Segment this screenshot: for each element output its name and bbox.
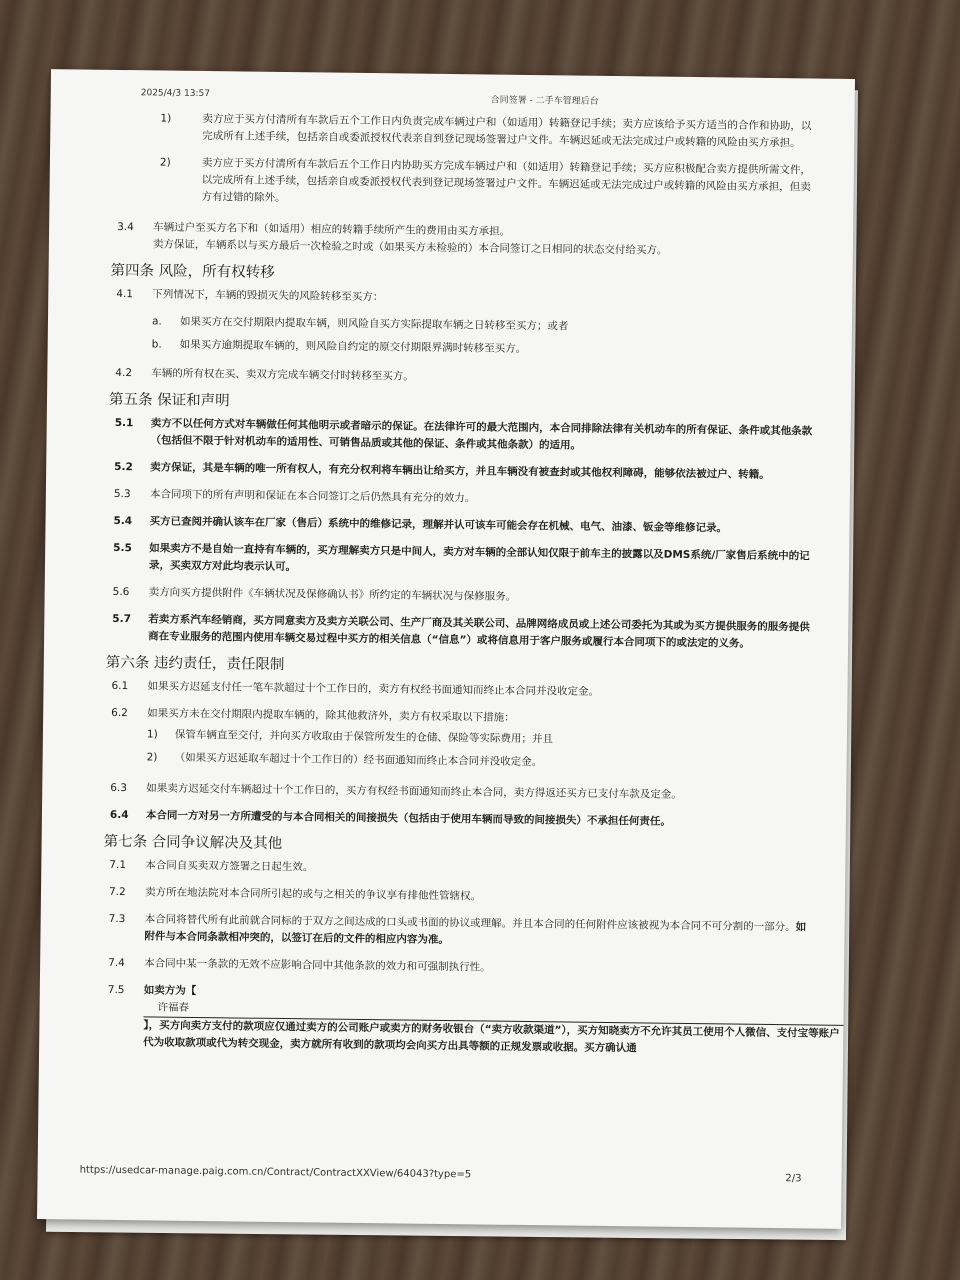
- seller-name: 许福春: [157, 1001, 190, 1014]
- clause-7-5: [107, 982, 840, 1060]
- print-datetime: 2025/4/3 13:57: [140, 88, 211, 100]
- clause-number: 5.6: [112, 585, 130, 599]
- clause-text: 下列情况下，车辆的毁损灭失的风险转移至买方：: [152, 288, 384, 304]
- clause-5-2: [114, 459, 814, 485]
- clause-7-2: [109, 884, 809, 910]
- clause-number: 5.7: [112, 612, 132, 626]
- clause-7-4: [108, 955, 808, 981]
- contract-body: [103, 106, 840, 1059]
- clause-3-4: [117, 219, 817, 262]
- clause-text: 卖方保证，车辆系以与买方最后一次检验之时或（如果买方未检验的）本合同签订之日相同的状态交付给买方。: [152, 238, 668, 257]
- clause-4-1-a: [116, 313, 816, 339]
- clause-text: 若卖方系汽车经销商，买方同意卖方及卖方关联公司、生产厂商及其关联公司、品牌网络成员或上述公司委托为其或为买方提供服务的服务提供商在专业服务的范围内使用车辆交易过程中买方的相关信息（“信息”）或将信息用于客户服务或履行本合同项下的或法定的义务。: [148, 613, 810, 650]
- clause-text: 卖方向买方提供附件《车辆状况及保修确认书》所约定的车辆状况与保修服务。: [148, 586, 517, 603]
- clause-item: [160, 110, 818, 152]
- article-7-title: 第七条 合同争议解决及其他: [103, 833, 283, 853]
- clause-number: 3.4: [117, 220, 134, 234]
- clause-text: 如卖方为【: [143, 984, 197, 997]
- clause-number: 6.3: [110, 781, 128, 795]
- clause-number: 6.2: [111, 706, 128, 720]
- clause-7-1: [109, 857, 809, 883]
- clause-text: 如果买方未在交付期限内提取车辆的，除其他救济外，卖方有权采取以下措施：: [147, 707, 515, 724]
- article-4-title: 第四条 风险，所有权转移: [110, 262, 275, 281]
- clause-number: 5.2: [114, 460, 133, 474]
- clause-7-3: [108, 911, 808, 954]
- clause-text: 车辆的所有权在买、卖双方完成车辆交付时转移至买方。: [151, 367, 414, 383]
- clause-number: 2): [159, 156, 171, 169]
- clause-letter: a.: [151, 315, 162, 328]
- clause-4-1-b: [116, 336, 816, 362]
- clause-number: 4.2: [115, 366, 133, 380]
- clause-text: 卖方保证，其是车辆的唯一所有权人，有充分权利将车辆出让给买方，并且车辆没有被查封或其他权利障碍，能够依法被过户、转籍。: [150, 461, 770, 481]
- clause-number: 5.4: [113, 514, 133, 528]
- article-6-title: 第六条 违约责任，责任限制: [105, 654, 285, 674]
- page-url: https://usedcar-manage.paig.com.cn/Contract/ContractXXView/64043?type=5: [79, 1164, 472, 1181]
- clause-letter: 2): [146, 751, 158, 764]
- clause-number: 5.3: [113, 487, 131, 501]
- clause-text: 如果卖方不是自始一直持有车辆的，买方理解卖方只是中间人，卖方对车辆的全部认知仅限于前车主的披露以及DMS系统/厂家售后系统中的记录，买卖双方对此均表示认可。: [148, 542, 810, 574]
- clause-number: 5.5: [113, 541, 132, 555]
- clause-6-3: [110, 780, 810, 806]
- clause-text: 】，买方向卖方支付的款项应仅通过卖方的公司账户或卖方的财务收银台（“卖方收款渠道”），买方知晓卖方不允许其员工使用个人微信、支付宝等账户代为收取款项或代为转交现金，卖方就所有收到的款项均会向买方出具等额的正规发票或收据。买方确认通: [143, 1019, 840, 1055]
- contract-page: [37, 69, 855, 1229]
- clause-text: 本合同一方对另一方所遭受的与本合同相关的间接损失（包括由于使用车辆而导致的间接损失）不承担任何责任。: [145, 809, 671, 828]
- clause-6-1: [111, 678, 811, 704]
- clause-number: 7.1: [109, 858, 127, 872]
- page-number: 2/3: [785, 1173, 802, 1185]
- clause-4-1: [116, 286, 816, 312]
- clause-text: （如果买方迟延取车超过十个工作日的）经书面通知而终止本合同并没收定金。: [174, 751, 543, 769]
- clause-number: 5.1: [114, 416, 134, 430]
- clause-5-3: [114, 486, 814, 512]
- clause-5-1: [114, 415, 814, 458]
- clause-number: 1): [160, 112, 172, 125]
- clause-number: 6.1: [111, 679, 129, 693]
- clause-text: 如果卖方迟延交付车辆超过十个工作日的，买方有权经书面通知而终止本合同，卖方得返还买方已支付车款及定金。: [146, 782, 682, 801]
- clause-6-2-1: [111, 726, 811, 752]
- print-title: 合同签署 - 二手车管理后台: [490, 95, 599, 107]
- clause-letter: b.: [151, 338, 162, 351]
- clause-text: 卖方所在地法院对本合同所引起的或与之相关的争议享有排他性管辖权。: [144, 886, 482, 903]
- clause-text: 卖方不以任何方式对车辆做任何其他明示或者暗示的保证。在法律许可的最大范围内，本合同排除法律有关机动车的所有保证、条件或其他条款（包括但不限于针对机动车的适用性、可销售品质或其他的保证、条件或其他条款）的适用。: [150, 417, 813, 452]
- clause-text: 保管车辆直至交付，并向买方收取由于保管所发生的仓储、保险等实际费用；并且: [174, 728, 553, 746]
- clause-letter: 1): [146, 728, 158, 741]
- clause-6-2-2: [111, 749, 811, 775]
- clause-text: 本合同将替代所有此前就合同标的于双方之间达成的口头或书面的协议或理解。并且本合同的任何附件应该被视为本合同不可分割的一部分。: [144, 913, 796, 934]
- clause-number: 6.4: [109, 808, 129, 822]
- clause-text: 本合同自买卖双方签署之日起生效。: [145, 859, 314, 874]
- clause-item: [159, 154, 818, 213]
- clause-5-4: [113, 513, 813, 539]
- clause-number: 7.5: [107, 983, 125, 997]
- clause-text: 卖方应于买方付清所有车款后五个工作日内协助买方完成车辆过户和（如适用）转籍登记手续；买方应积极配合卖方提供所需文件，以完成所有上述手续，包括亲自或委派授权代表到登记现场签署过户文件。车辆迟延或无法完成过户或转籍的风险由买方承担，但卖方有过错的除外。: [201, 156, 811, 205]
- clause-5-5: [113, 540, 813, 583]
- clause-text: 本合同项下的所有声明和保证在本合同签订之后仍然具有充分的效力。: [149, 488, 476, 505]
- clause-text: 卖方应于买方付清所有车款后五个工作日内负责完成车辆过户和（如适用）转籍登记手续；卖方应该给予买方适当的合作和协助，以完成所有上述手续，包括亲自或委派授权代表亲自到登记现场签署过户文件。车辆迟延或无法完成过户或转籍的风险由买方承担。: [202, 112, 812, 150]
- clause-4-2: [115, 365, 815, 391]
- clause-number: 7.2: [108, 885, 126, 899]
- clause-number: 7.4: [108, 956, 125, 970]
- clause-5-7: [112, 611, 812, 654]
- clause-text: 如果买方在交付期限内提取车辆，则风险自买方实际提取车辆之日转移至买方；或者: [179, 315, 569, 333]
- clause-number: 7.3: [108, 912, 126, 926]
- clause-6-4: [110, 807, 810, 833]
- article-5-title: 第五条 保证和声明: [108, 391, 230, 410]
- clause-text-bold: 如附件与本合同条款相冲突的，以签订在后的文件的相应内容为准。: [144, 921, 807, 947]
- clause-text: 如果买方迟延支付任一笔车款超过十个工作日的，卖方有权经书面通知而终止本合同并没收定金。: [147, 680, 600, 698]
- clause-text: 买方已查阅并确认该车在厂家（售后）系统中的维修记录，理解并认可该车可能会存在机械、电气、油漆、钣金等维修记录。: [149, 515, 728, 535]
- clause-number: 4.1: [116, 287, 134, 301]
- clause-text: 如果买方逾期提取车辆的，则风险自约定的原交付期限界满时转移至买方。: [179, 338, 527, 355]
- clause-5-6: [113, 584, 813, 610]
- clause-text: 车辆过户至买方名下和（如适用）相应的转籍手续所产生的费用由买方承担。: [153, 221, 511, 238]
- clause-text: 本合同中某一条款的无效不应影响合同中其他条款的效力和可强制执行性。: [144, 957, 491, 974]
